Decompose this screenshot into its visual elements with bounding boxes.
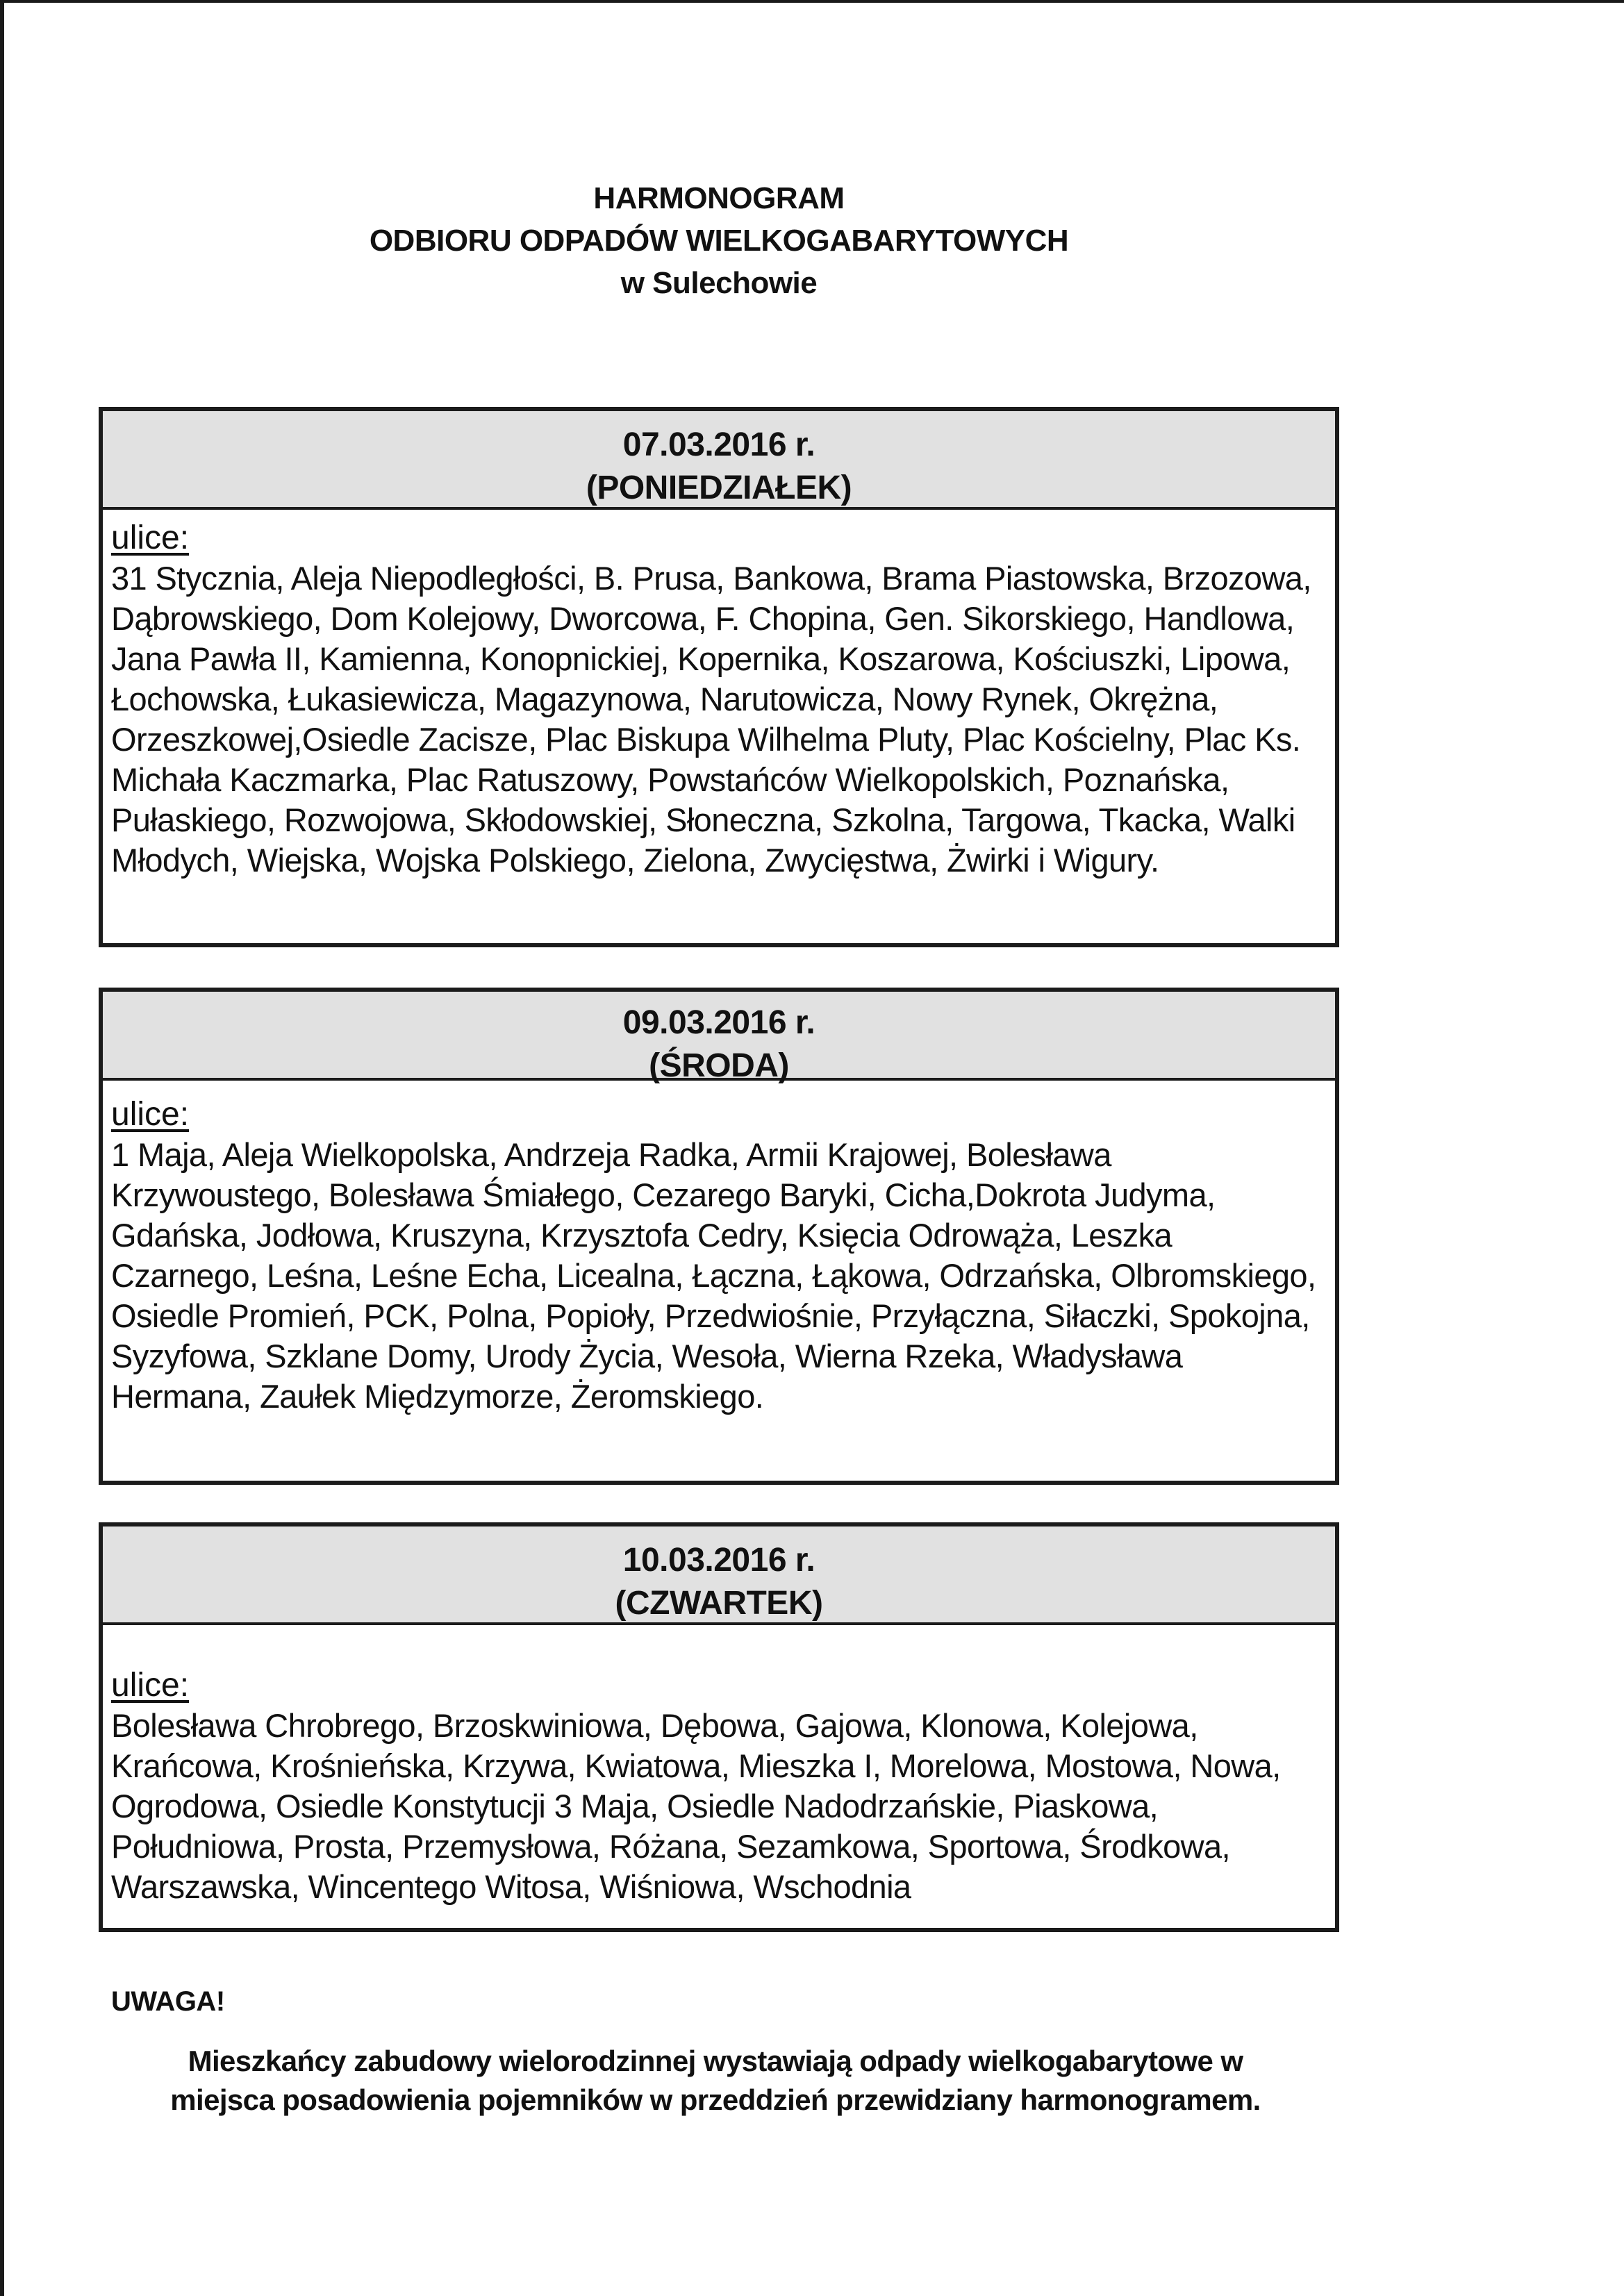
title-harmonogram: HARMONOGRAM: [593, 181, 845, 215]
streets-list: 1 Maja, Aleja Wielkopolska, Andrzeja Radka, Armii Krajowej, Bolesława Krzywoustego, Bolesława Śmiałego, Cezarego Baryki, Cicha,Dokrota Judyma, Gdańska, Jodłowa, Kruszyna, Krzysztofa Cedry, Księcia Odrowąża, Leszka Czarnego, Leśna, Leśne Echa, Licealna, Łączna, Łąkowa, Odrzańska, Olbromskiego, Osiedle Promień, PCK, Polna, Popioły, Przedwiośnie, Przyłączna, Siłaczki, Spokojna, Syzyfowa, Szklane Domy, Urody Życia, Wesoła, Wierna Rzeka, Władysława Hermana, Zaułek Międzymorze, Żeromskiego.: [111, 1136, 1316, 1415]
schedule-box-wednesday: [99, 988, 1339, 1485]
schedule-date: 10.03.2016 r.: [622, 1542, 815, 1579]
schedule-body: [103, 1081, 1335, 1417]
schedule-header: [103, 411, 1335, 510]
notice-line-2: miejsca posadowienia pojemników w przeddzień przewidziany harmonogramem.: [170, 2083, 1261, 2116]
schedule-date: 09.03.2016 r.: [622, 1004, 815, 1041]
title-location: w Sulechowie: [620, 266, 818, 300]
streets-list: 31 Stycznia, Aleja Niepodległości, B. Prusa, Bankowa, Brama Piastowska, Brzozowa, Dąbrowskiego, Dom Kolejowy, Dworcowa, F. Chopina, Gen. Sikorskiego, Handlowa, Jana Pawła II, Kamienna, Konopnickiej, Kopernika, Koszarowa, Kościuszki, Lipowa, Łochowska, Łukasiewicza, Magazynowa, Narutowicza, Nowy Rynek, Okrężna, Orzeszkowej,Osiedle Zacisze, Plac Biskupa Wilhelma Pluty, Plac Kościelny, Plac Ks. Michała Kaczmarka, Plac Ratuszowy, Powstańców Wielkopolskich, Poznańska, Pułaskiego, Rozwojowa, Skłodowskiej, Słoneczna, Szkolna, Targowa, Tkacka, Walki Młodych, Wiejska, Wojska Polskiego, Zielona, Zwycięstwa, Żwirki i Wigury.: [111, 560, 1311, 879]
schedule-day: (CZWARTEK): [615, 1585, 823, 1622]
schedule-box-thursday: [99, 1522, 1339, 1932]
schedule-header: [103, 992, 1335, 1084]
streets-label: ulice:: [111, 519, 190, 556]
title-subject: ODBIORU ODPADÓW WIELKOGABARYTOWYCH: [369, 224, 1069, 258]
schedule-header: [103, 1526, 1335, 1625]
schedule-body: [103, 510, 1335, 881]
schedule-day: (ŚRODA): [649, 1047, 789, 1084]
schedule-box-monday: [99, 407, 1339, 947]
streets-label: ulice:: [111, 1096, 190, 1133]
streets-list: Bolesława Chrobrego, Brzoskwiniowa, Dębowa, Gajowa, Klonowa, Kolejowa, Krańcowa, Krośnieńska, Krzywa, Kwiatowa, Mieszka I, Morelowa, Mostowa, Nowa, Ogrodowa, Osiedle Konstytucji 3 Maja, Osiedle Nadodrzańskie, Piaskowa, Południowa, Prosta, Przemysłowa, Różana, Sezamkowa, Sportowa, Środkowa, Warszawska, Wincentego Witosa, Wiśniowa, Wschodnia: [111, 1707, 1281, 1905]
schedule-body: [103, 1625, 1335, 1907]
document-title: [0, 177, 1438, 304]
notice-line-1: Mieszkańcy zabudowy wielorodzinnej wystawiają odpady wielkogabarytowe w: [188, 2045, 1243, 2077]
notice-text: [104, 2042, 1327, 2120]
streets-label: ulice:: [111, 1667, 190, 1704]
schedule-date: 07.03.2016 r.: [622, 426, 815, 463]
notice-heading: UWAGA!: [111, 1986, 225, 2017]
schedule-day: (PONIEDZIAŁEK): [586, 469, 852, 506]
